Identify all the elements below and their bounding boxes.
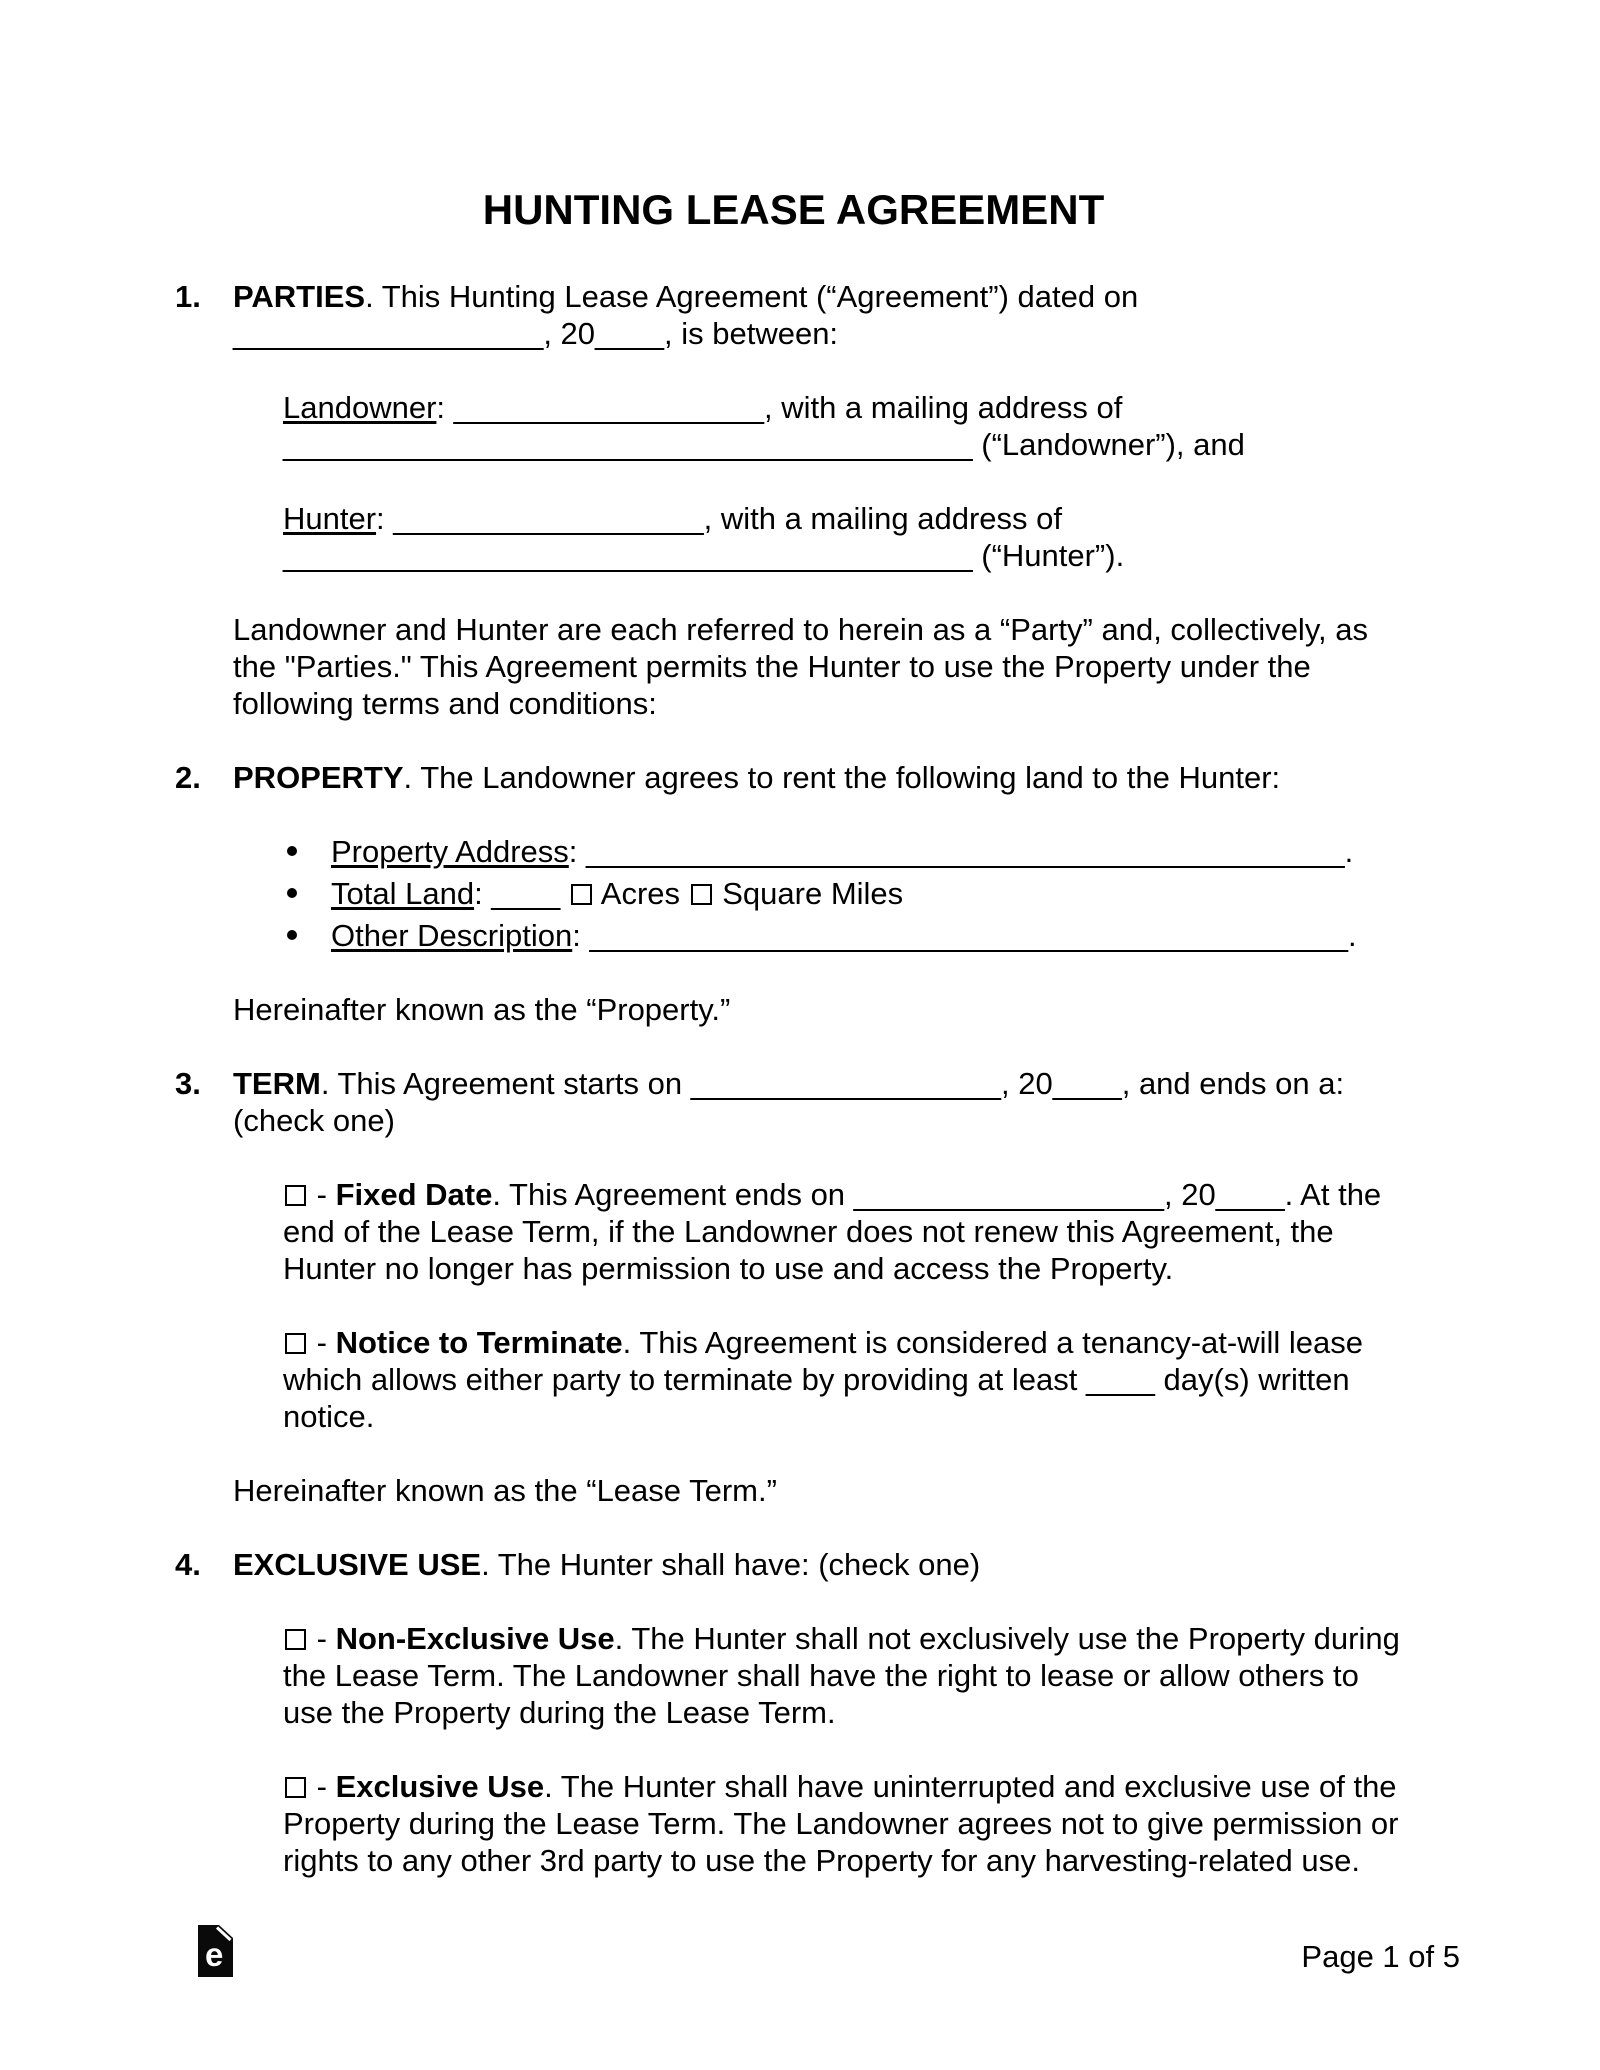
non-exclusive-use-dash: - — [308, 1621, 336, 1656]
eforms-logo-letter: e — [205, 1936, 224, 1973]
landowner-text: : __________________, with a mailing address of ________________________________________ (“Landowner”), and — [283, 390, 1245, 462]
eforms-logo-icon — [198, 1925, 233, 1977]
total-land-blank: : ____ — [474, 876, 569, 911]
section-parties-label: PARTIES — [233, 279, 366, 314]
notice-to-terminate-paragraph — [283, 1324, 1412, 1435]
bullet-other-description-text — [331, 917, 1357, 954]
non-exclusive-use-paragraph — [283, 1620, 1412, 1731]
bullet-icon — [287, 930, 297, 940]
fixed-date-text: . This Agreement ends on __________________, 20____. At the end of the Lease Term, if the Landowner does not renew this Agreement, the Hunter no longer has permission to use and access the Property. — [283, 1177, 1382, 1286]
bullet-other-description — [287, 917, 1412, 954]
section-term-intro: . This Agreement starts on __________________, 20____, and ends on a: — [320, 1066, 1345, 1101]
total-land-term: Total Land — [331, 876, 475, 911]
exclusive-use-checkbox-icon[interactable] — [285, 1777, 306, 1798]
document-body — [175, 278, 1412, 1879]
fixed-date-paragraph — [283, 1176, 1412, 1287]
notice-to-terminate-dash: - — [308, 1325, 336, 1360]
hunter-term: Hunter — [283, 501, 377, 536]
property-closing-paragraph: Hereinafter known as the “Property.” — [233, 992, 731, 1027]
non-exclusive-use-text: . The Hunter shall not exclusively use the Property during the Lease Term. The Landowner shall have the right to lease or allow others to use the Property during the Lease Term. — [283, 1621, 1400, 1730]
landowner-paragraph — [283, 389, 1412, 463]
notice-to-terminate-text: . This Agreement is considered a tenancy-at-will lease which allows either party to terminate by providing at least ____ day(s) written notice. — [283, 1325, 1364, 1434]
section-property-intro: . The Landowner agrees to rent the following land to the Hunter: — [403, 760, 1281, 795]
page-number: Page 1 of 5 — [1301, 1939, 1460, 1974]
section-property-heading — [175, 759, 1412, 796]
square-miles-label: Square Miles — [713, 876, 904, 911]
section-term-number: 3. — [175, 1066, 201, 1101]
hunter-paragraph — [283, 500, 1412, 574]
section-parties-number: 1. — [175, 279, 201, 314]
property-address-blank: : ____________________________________________. — [568, 834, 1354, 869]
bullet-total-land-text — [331, 875, 903, 912]
fixed-date-dash: - — [308, 1177, 336, 1212]
exclusive-use-label: Exclusive Use — [335, 1769, 545, 1804]
bullet-property-address — [287, 833, 1412, 870]
section-property-number: 2. — [175, 760, 201, 795]
bullet-icon — [287, 846, 297, 856]
section-exclusive-use-intro: . The Hunter shall have: (check one) — [481, 1547, 981, 1582]
section-exclusive-use-number: 4. — [175, 1547, 201, 1582]
section-property-label: PROPERTY — [233, 760, 404, 795]
notice-to-terminate-label: Notice to Terminate — [335, 1325, 623, 1360]
section-parties-heading — [175, 278, 1412, 352]
term-check-one: (check one) — [233, 1103, 395, 1138]
bullet-icon — [287, 888, 297, 898]
section-term-heading — [175, 1065, 1412, 1139]
document-title: HUNTING LEASE AGREEMENT — [482, 186, 1105, 233]
property-address-term: Property Address — [331, 834, 569, 869]
notice-to-terminate-checkbox-icon[interactable] — [285, 1333, 306, 1354]
bullet-property-address-text — [331, 833, 1353, 870]
section-parties-intro: . This Hunting Lease Agreement (“Agreement”) dated on __________________, 20____, is between: — [233, 279, 1139, 351]
acres-checkbox-icon[interactable] — [571, 884, 592, 905]
acres-label: Acres — [593, 876, 689, 911]
section-term-label: TERM — [233, 1066, 321, 1101]
landowner-term: Landowner — [283, 390, 437, 425]
section-exclusive-use-heading — [175, 1546, 1412, 1583]
other-description-blank: : ____________________________________________. — [572, 918, 1357, 953]
exclusive-use-text: . The Hunter shall have uninterrupted and exclusive use of the Property during the Lease Term. The Landowner agrees not to give permission or rights to any other 3rd party to use the Property for any harvesting-related use. — [283, 1769, 1399, 1878]
non-exclusive-use-label: Non-Exclusive Use — [335, 1621, 615, 1656]
other-description-term: Other Description — [331, 918, 573, 953]
fixed-date-checkbox-icon[interactable] — [285, 1185, 306, 1206]
exclusive-use-dash: - — [308, 1769, 336, 1804]
non-exclusive-use-checkbox-icon[interactable] — [285, 1629, 306, 1650]
section-exclusive-use-label: EXCLUSIVE USE — [233, 1547, 482, 1582]
hunter-text: : __________________, with a mailing address of ________________________________________ (“Hunter”). — [283, 501, 1125, 573]
parties-closing-paragraph: Landowner and Hunter are each referred to herein as a “Party” and, collectively, as the "Parties." This Agreement permits the Hunter to use the Property under the following terms and conditions: — [233, 612, 1368, 721]
square-miles-checkbox-icon[interactable] — [691, 884, 712, 905]
fixed-date-label: Fixed Date — [335, 1177, 493, 1212]
exclusive-use-paragraph — [283, 1768, 1412, 1879]
term-closing-paragraph: Hereinafter known as the “Lease Term.” — [233, 1473, 777, 1508]
bullet-total-land — [287, 875, 1412, 912]
